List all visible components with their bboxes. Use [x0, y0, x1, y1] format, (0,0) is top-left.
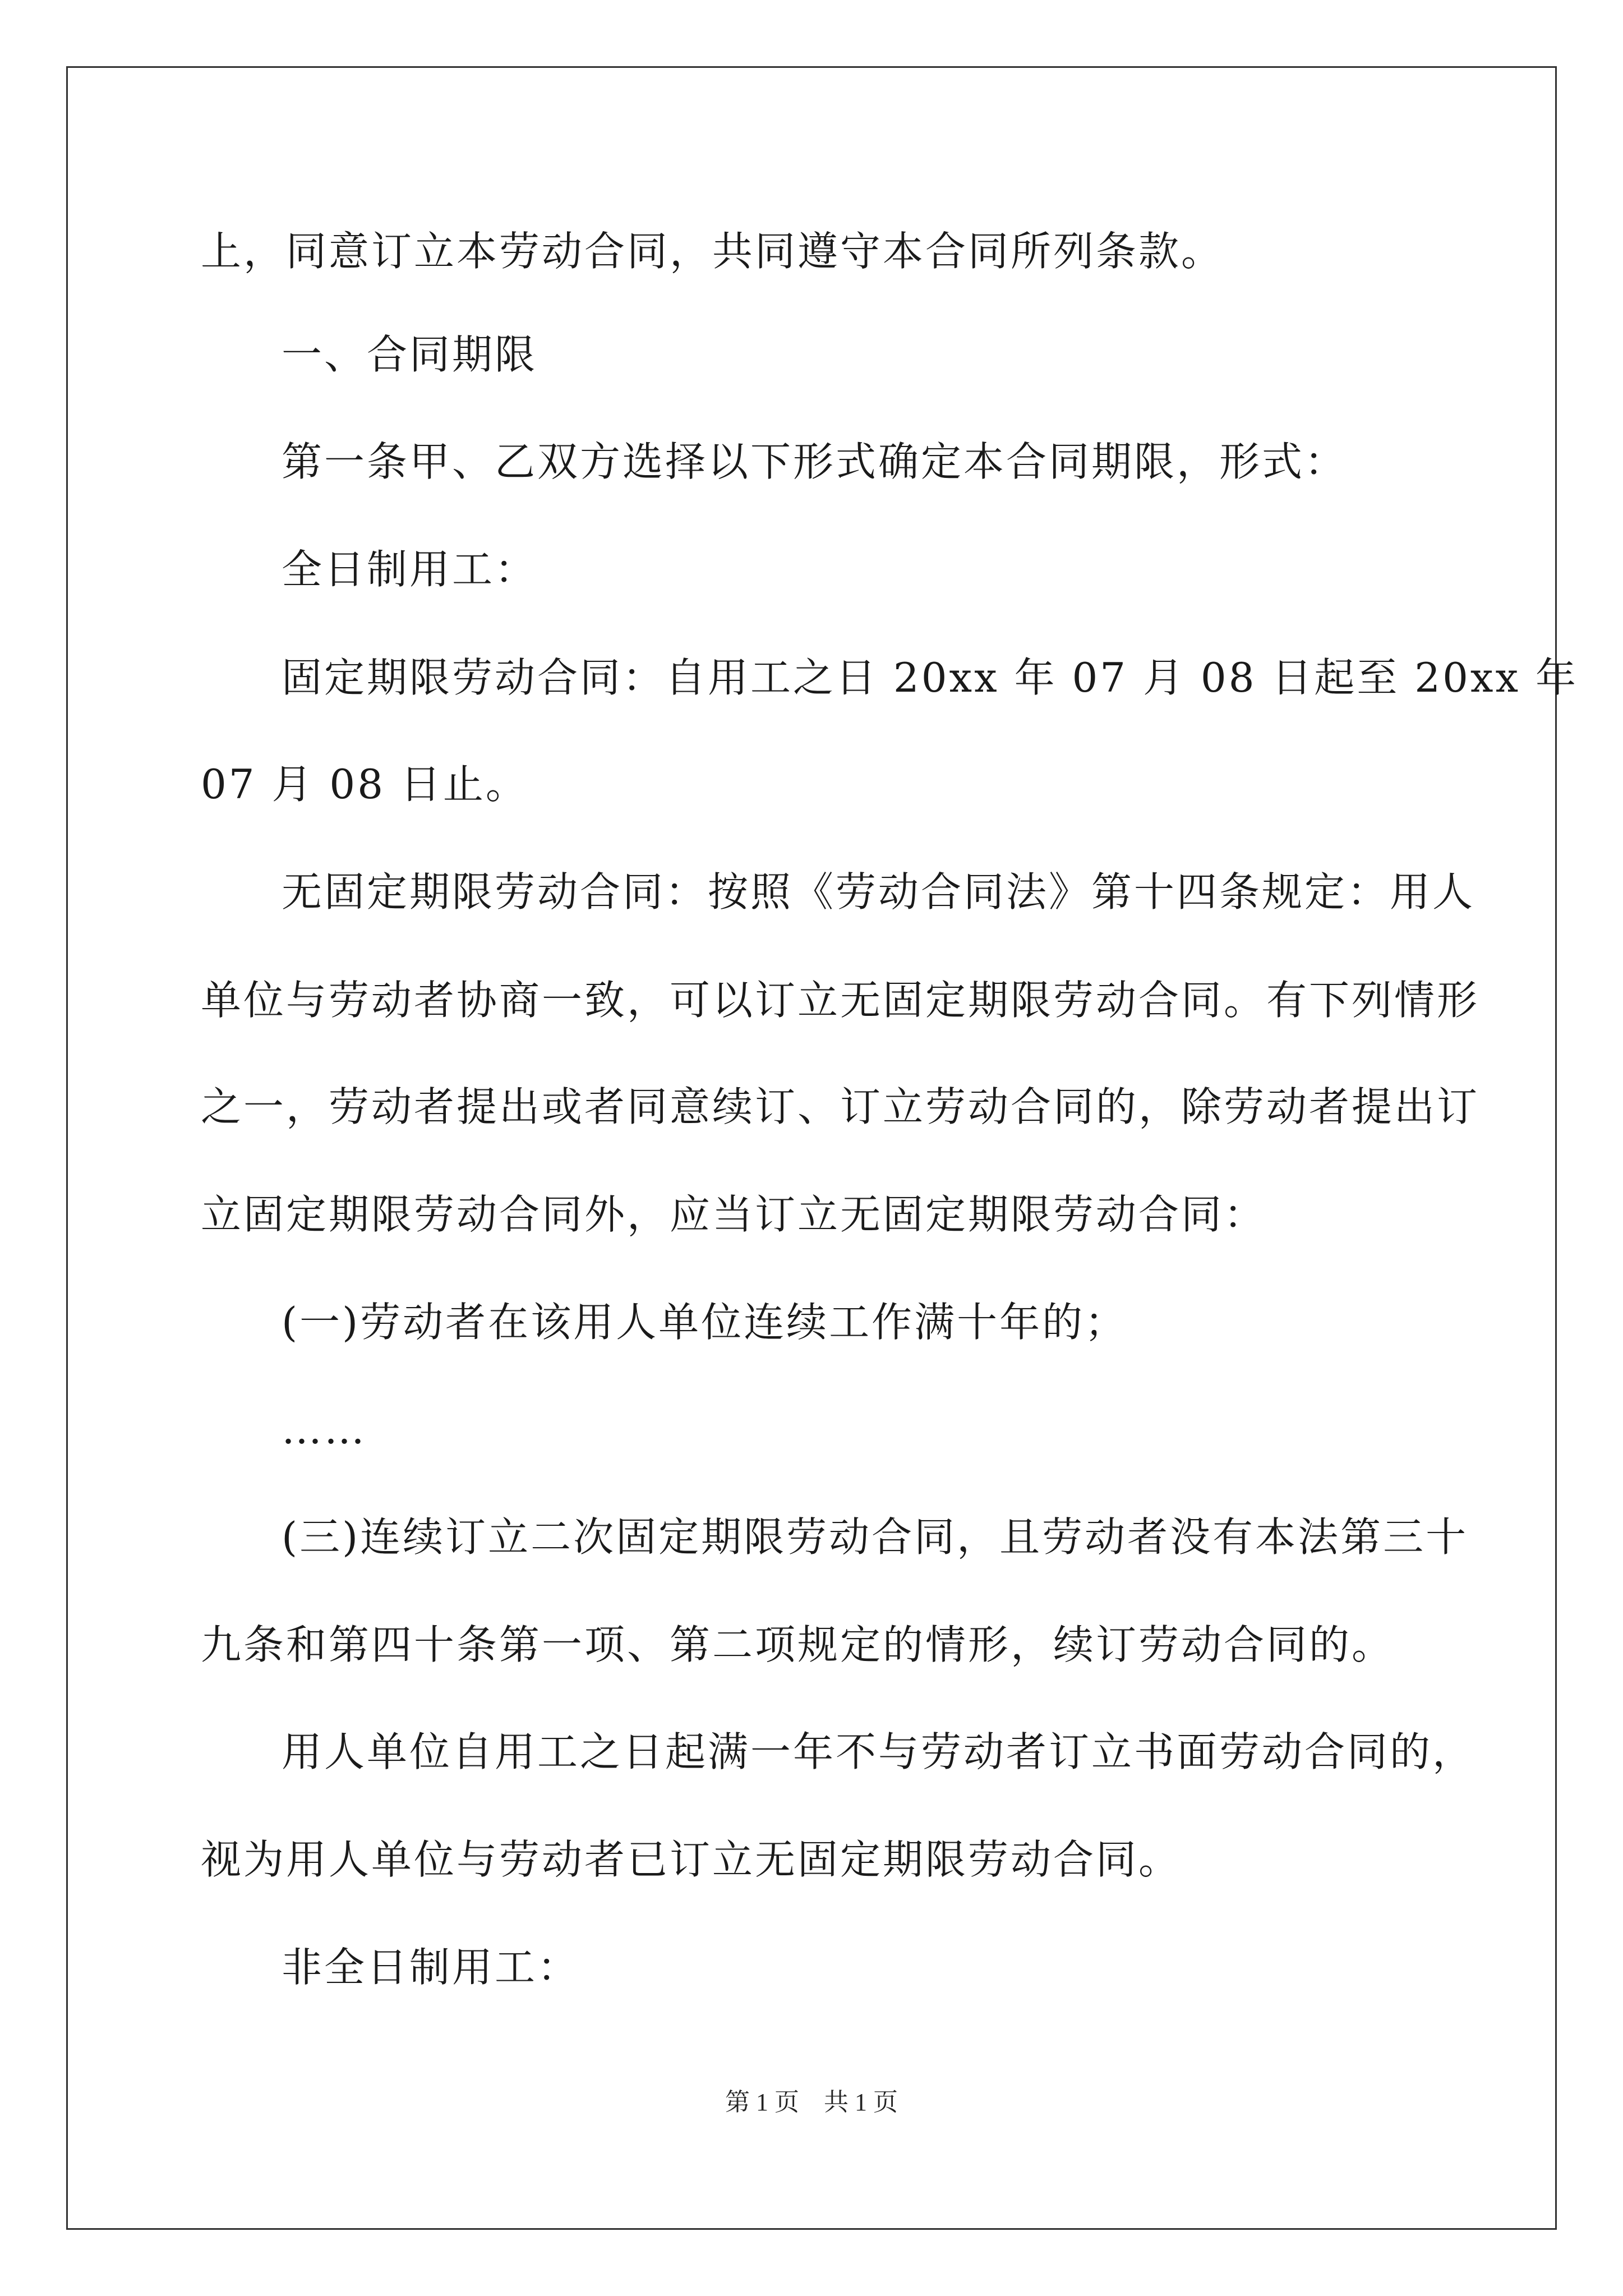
- paragraph-line: 无固定期限劳动合同：按照《劳动合同法》第十四条规定：用人: [282, 868, 1476, 915]
- paragraph-line: 上，同意订立本劳动合同，共同遵守本合同所列条款。: [201, 228, 1224, 275]
- paragraph-line: 非全日制用工：: [282, 1944, 580, 1991]
- ellipsis-line: ……: [282, 1406, 367, 1453]
- paragraph-line: 全日制用工：: [282, 546, 538, 593]
- section-heading: 一、合同期限: [282, 331, 538, 378]
- paragraph-line: 立固定期限劳动合同外，应当订立无固定期限劳动合同：: [201, 1191, 1267, 1238]
- page-border: [66, 66, 1557, 2230]
- paragraph-line: 用人单位自用工之日起满一年不与劳动者订立书面劳动合同的，: [282, 1728, 1476, 1775]
- paragraph-line: (一)劳动者在该用人单位连续工作满十年的；: [282, 1299, 1128, 1346]
- paragraph-line: 第一条甲、乙双方选择以下形式确定本合同期限，形式：: [282, 438, 1348, 485]
- paragraph-line: 单位与劳动者协商一致，可以订立无固定期限劳动合同。有下列情形: [201, 977, 1480, 1024]
- paragraph-line: 视为用人单位与劳动者已订立无固定期限劳动合同。: [201, 1836, 1182, 1883]
- paragraph-line: 固定期限劳动合同：自用工之日 20xx 年 07 月 08 日起至 20xx 年: [282, 654, 1578, 701]
- paragraph-line: 07 月 08 日止。: [201, 761, 528, 808]
- paragraph-line: 之一，劳动者提出或者同意续订、订立劳动合同的，除劳动者提出订: [201, 1083, 1480, 1130]
- paragraph-line: (三)连续订立二次固定期限劳动合同，且劳动者没有本法第三十: [282, 1513, 1469, 1561]
- paragraph-line: 九条和第四十条第一项、第二项规定的情形，续订劳动合同的。: [201, 1621, 1395, 1668]
- page-number-footer: 第 1 页 共 1 页: [725, 2088, 898, 2116]
